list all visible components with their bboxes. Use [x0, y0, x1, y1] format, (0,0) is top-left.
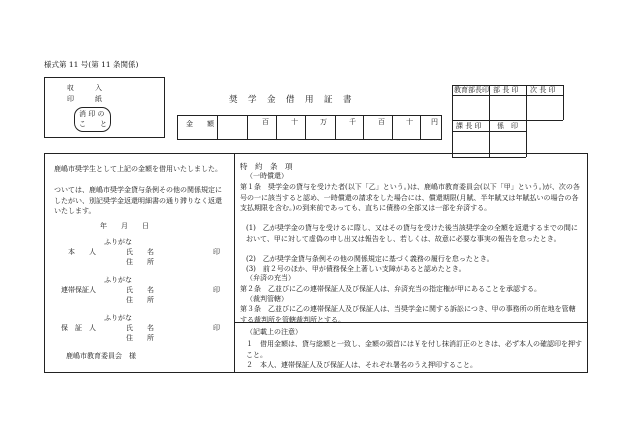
- unit-sen: 千: [349, 118, 356, 126]
- stamp-label-1: 収 入: [67, 84, 102, 92]
- form-number: 様式第 11 号(第 11 条関係): [44, 60, 139, 69]
- notes-title: （記載上の注意）: [246, 328, 302, 336]
- approval-deputy-director: 次 長 印: [530, 86, 556, 94]
- section-jurisdiction: （裁判管轄）: [246, 295, 288, 303]
- approval-staff: 係 印: [497, 122, 518, 130]
- clauses-heading: 特 約 条 項: [240, 162, 293, 171]
- intro-line: 鹿嶋市奨学生として上記の金額を借用いたしました。: [54, 165, 222, 173]
- principal-seal: 印: [213, 248, 220, 256]
- principal-name-label: 氏 名: [126, 248, 154, 256]
- approval-director: 部 長 印: [493, 86, 519, 94]
- guarantor-address-label: 住 所: [126, 296, 154, 304]
- principal-furigana: ふりがな: [104, 238, 132, 246]
- article-1: 第１条 奨学金の貸与を受けた者(以下「乙」という。)は、鹿嶋市教育委員会(以下「甲」という。)が、次の各号の一に該当すると認め、一時償還の請求をした場合には、償還期限(月賦、半年賦又は年賦払いの場合の各支払期限を含む。)の到来前であっても、直ちに債務の全部又は一部を弁済する。: [240, 183, 580, 212]
- guarantor-seal: 印: [213, 286, 220, 294]
- article-1-item-3: (3) 前２号のほか、甲が債務保全上著しい支障があると認めたとき。: [246, 265, 466, 273]
- guarantor-label: 保 証 人: [61, 324, 96, 332]
- guarantor-furigana: ふりがな: [104, 276, 132, 284]
- joint-guarantor-label: 連帯保証人: [61, 286, 96, 294]
- guarantor2-seal: 印: [213, 324, 220, 332]
- intro-body: ついては、鹿嶋市奨学金貸与条例その他の関係規定にしたがい、別記奨学金返還明細書の通り滞りなく返還いたします。: [54, 186, 222, 215]
- unit-yen: 円: [431, 118, 438, 126]
- seal-label-2: こ と: [79, 120, 107, 128]
- addressee: 鹿嶋市教育委員会 様: [66, 352, 136, 360]
- guarantor-name-label: 氏 名: [126, 286, 154, 294]
- approval-section-chief: 課 長 印: [456, 122, 482, 130]
- note-1: １ 借用金額は、貸与総額と一致し、金額の頭首には￥を付し抹消訂正のときは、必ず本人の確認印を押すこと。: [246, 340, 582, 359]
- document-title: 奨 学 金 借 用 証 書: [229, 95, 353, 105]
- date-field: 年 月 日: [100, 222, 149, 230]
- guarantor2-furigana: ふりがな: [104, 314, 132, 322]
- article-1-item-2: (2) 乙が奨学金貸与条例その他の関係規定に基づく義務の履行を怠ったとき。: [246, 255, 494, 263]
- article-3: 第３条 乙並びに乙の連帯保証人及び保証人は、当奨学金に関する訴訟につき、甲の事務所の所在地を管轄する裁判所を管轄裁判所とする。: [240, 305, 576, 324]
- principal-address-label: 住 所: [126, 258, 154, 266]
- approval-education-director: 教育部長印: [454, 86, 489, 94]
- note-2: ２ 本人、連帯保証人及び保証人は、それぞれ署名のうえ押印すること。: [246, 361, 477, 369]
- unit-man: 万: [320, 118, 327, 126]
- amount-label: 金 額: [186, 120, 214, 128]
- unit-hyaku-man: 百: [262, 118, 269, 126]
- unit-hyaku: 百: [378, 118, 385, 126]
- guarantor2-address-label: 住 所: [126, 334, 154, 342]
- unit-juu-man: 十: [291, 118, 298, 126]
- principal-label: 本 人: [68, 248, 96, 256]
- article-1-item-1: (1) 乙が奨学金の貸与を受けるに際し、又はその貸与を受けた後当該奨学金の全額を返還するまでの間において、甲に対して虚偽の申し出又は報告をし、若しくは、故意に必要な事実の報告を怠ったとき。: [246, 224, 578, 243]
- section-lump-sum: （一時償還）: [246, 172, 288, 180]
- guarantor2-name-label: 氏 名: [126, 324, 154, 332]
- unit-juu: 十: [406, 118, 413, 126]
- stamp-label-2: 印 紙: [67, 95, 102, 103]
- seal-label-1: 消 印 の: [79, 110, 105, 118]
- section-repayment: （弁済の充当）: [246, 274, 295, 282]
- cancellation-seal-box: [74, 107, 111, 132]
- revenue-stamp-box: [44, 77, 165, 138]
- article-2: 第２条 乙並びに乙の連帯保証人及び保証人は、弁済充当の指定権が甲にあることを承認する。: [240, 285, 541, 293]
